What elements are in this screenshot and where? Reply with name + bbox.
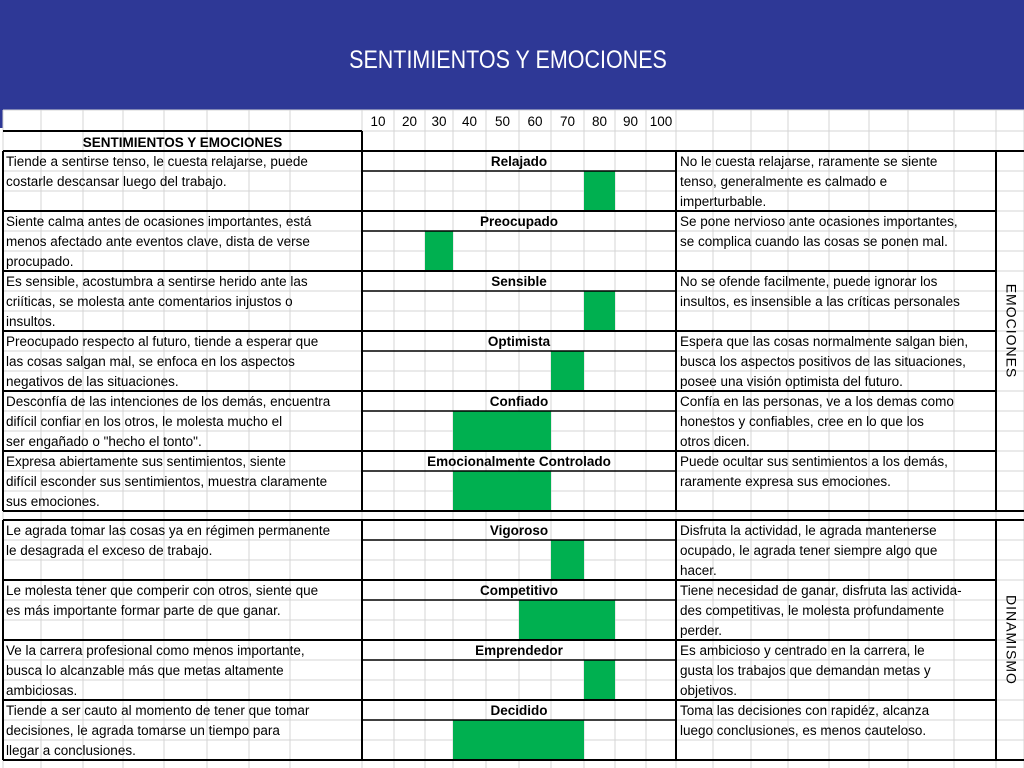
left-description: decisiones, le agrada tomarse un tiempo para [6, 723, 280, 738]
left-description: costarle descansar luego del trabajo. [6, 174, 227, 189]
score-bar [453, 720, 584, 760]
left-description: llegar a conclusiones. [6, 743, 136, 758]
right-description: hacer. [680, 563, 717, 578]
left-description: procupado. [6, 254, 74, 269]
left-description: Le agrada tomar las cosas ya en régimen permanente [6, 523, 331, 538]
right-description: Toma las decisiones con rapidéz, alcanza [680, 703, 930, 718]
left-description: difícil esconder sus sentimientos, muestra claramente [6, 474, 328, 489]
scale-tick-label: 40 [461, 114, 478, 129]
right-description: otros dicen. [680, 434, 750, 449]
right-description: gusta los trabajos que demandan metas y [680, 663, 931, 678]
left-description: Le molesta tener que comperir con otros, siente que [6, 583, 319, 598]
scale-tick-label: 50 [494, 114, 511, 129]
right-description: Se pone nervioso ante ocasiones importantes, [680, 214, 958, 229]
left-description: sus emociones. [6, 494, 100, 509]
score-bar [551, 351, 584, 391]
score-bar [551, 540, 584, 580]
right-description: Puede ocultar sus sentimientos a los demás, [680, 454, 948, 469]
left-description: difícil confiar en los otros, le molesta mucho el [6, 414, 283, 429]
scale-tick-label: 60 [527, 114, 543, 129]
left-description: insultos. [6, 314, 56, 329]
trait-name: Preocupado [479, 214, 559, 229]
left-description: busca lo alcanzable más que metas altamente [6, 663, 284, 678]
right-description: No se ofende facilmente, puede ignorar los [680, 274, 938, 289]
right-description: insultos, es insensible a las críticas personales [680, 294, 960, 309]
right-description: Espera que las cosas normalmente salgan bien, [680, 334, 969, 349]
right-description: perder. [680, 623, 723, 638]
score-bar [584, 660, 615, 700]
left-description: Ve la carrera profesional como menos importante, [6, 643, 305, 658]
table-header: SENTIMIENTOS Y EMOCIONES [82, 135, 283, 150]
scale-tick-label: 100 [649, 114, 673, 129]
right-description: luego conclusiones, es menos cauteloso. [680, 723, 927, 738]
right-description: honestos y confiables, cree en lo que los [680, 414, 924, 429]
right-description: imperturbable. [680, 194, 767, 209]
trait-name: Optimista [487, 334, 551, 349]
trait-name: Emprendedor [475, 643, 563, 658]
right-description: se complica cuando las cosas se ponen mal. [680, 234, 948, 249]
group-label: EMOCIONES [1003, 283, 1020, 379]
scale-tick-label: 30 [431, 114, 447, 129]
left-description: las cosas salgan mal, se enfoca en los aspectos [6, 354, 295, 369]
score-bar [584, 171, 615, 211]
right-description: Confía en las personas, ve a los demas como [680, 394, 954, 409]
left-description: menos afectado ante eventos clave, dista de verse [6, 234, 310, 249]
right-description: busca los aspectos positivos de las situaciones, [680, 354, 966, 369]
group-label: DINAMISMO [1003, 595, 1020, 685]
right-description: Disfruta la actividad, le agrada mantenerse [680, 523, 937, 538]
right-description: raramente expresa sus emociones. [680, 474, 891, 489]
score-bar [584, 291, 615, 331]
trait-name: Sensible [491, 274, 547, 289]
left-description: ser engañado o "hecho el tonto". [6, 434, 202, 449]
score-bar [453, 471, 551, 511]
left-description: Tiende a sentirse tenso, le cuesta relajarse, puede [6, 154, 308, 169]
left-description: Siente calma antes de ocasiones importantes, está [6, 214, 312, 229]
right-description: Es ambicioso y centrado en la carrera, le [680, 643, 925, 658]
left-description: es más importante formar parte de que ganar. [6, 603, 281, 618]
left-description: Es sensible, acostumbra a sentirse herido ante las [6, 274, 308, 289]
score-bar [453, 411, 551, 451]
left-description: Desconfía de las intenciones de los demás, encuentra [6, 394, 331, 409]
left-description: negativos de las situaciones. [6, 374, 179, 389]
left-description: Tiende a ser cauto al momento de tener que tomar [6, 703, 310, 718]
right-description: des competitivas, le molesta profundamente [680, 603, 945, 618]
scale-tick-label: 20 [401, 114, 418, 129]
trait-name: Vigoroso [489, 523, 549, 538]
score-bar [519, 600, 615, 640]
right-description: Tiene necesidad de ganar, disfruta las activida- [680, 583, 962, 598]
trait-name: Emocionalmente Controlado [427, 454, 611, 469]
right-description: No le cuesta relajarse, raramente se siente [680, 154, 938, 169]
page-title: SENTIMIENTOS Y EMOCIONES [349, 46, 667, 74]
left-description: Preocupado respecto al futuro, tiende a esperar que [6, 334, 319, 349]
score-bar [425, 231, 453, 271]
left-description: criíticas, se molesta ante comentarios injustos o [6, 294, 293, 309]
trait-name: Decidido [490, 703, 548, 718]
trait-name: Confiado [489, 394, 549, 409]
right-description: posee una visión optimista del futuro. [680, 374, 903, 389]
scale-tick-label: 10 [370, 114, 386, 129]
right-description: objetivos. [680, 683, 738, 698]
left-description: le desagrada el exceso de trabajo. [6, 543, 213, 558]
scale-tick-label: 70 [559, 114, 576, 129]
left-description: ambiciosas. [6, 683, 78, 698]
left-description: Expresa abiertamente sus sentimientos, siente [6, 454, 286, 469]
trait-name: Relajado [490, 154, 548, 169]
scale-tick-label: 80 [591, 114, 608, 129]
trait-name: Competitivo [479, 583, 559, 598]
right-description: ocupado, le agrada tener siempre algo que [680, 543, 938, 558]
right-description: tenso, generalmente es calmado e [680, 174, 888, 189]
scale-tick-label: 90 [622, 114, 639, 129]
